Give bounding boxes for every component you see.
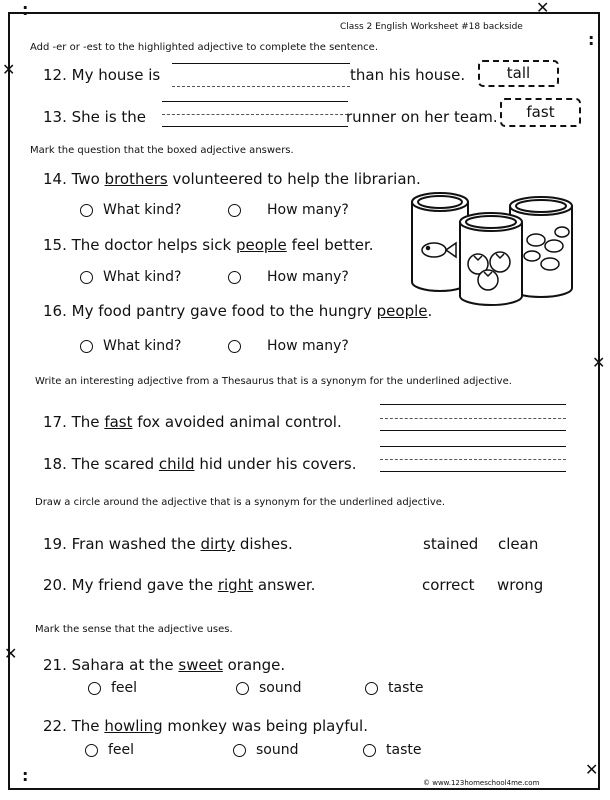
question-text: My friend gave the: [71, 576, 218, 594]
question-12: [43, 66, 160, 84]
option-label: sound: [259, 680, 302, 696]
question-number: 20.: [43, 576, 67, 594]
answer-line[interactable]: [380, 430, 566, 431]
answer-line-dashed[interactable]: [380, 418, 566, 419]
choice-word[interactable]: clean: [498, 535, 539, 553]
question-number: 18.: [43, 455, 67, 473]
answer-line[interactable]: [380, 446, 566, 447]
option-feel[interactable]: [85, 742, 134, 758]
question-15: [43, 236, 374, 254]
radio-icon[interactable]: [233, 744, 246, 757]
question-text: Sahara at the: [71, 656, 179, 674]
question-text: volunteered to help the librarian.: [167, 170, 421, 188]
question-20: [43, 576, 315, 594]
question-text: The doctor helps sick: [71, 236, 236, 254]
option-label: What kind?: [103, 338, 182, 354]
question-18: [43, 455, 357, 473]
worksheet-title: Class 2 English Worksheet #18 backside: [340, 22, 523, 32]
question-text-after: runner on her team.: [346, 108, 498, 126]
underlined-word: people: [376, 302, 428, 320]
underlined-word: right: [217, 576, 254, 594]
question-number: 15.: [43, 236, 67, 254]
corner-star-right: ✕: [592, 353, 606, 372]
question-22: [43, 717, 368, 735]
underlined-word: brothers: [104, 170, 168, 188]
question-text-after: than his house.: [350, 66, 466, 84]
question-text: My food pantry gave food to the hungry: [71, 302, 377, 320]
option-label: feel: [111, 680, 138, 696]
option-what-kind[interactable]: [80, 338, 181, 354]
answer-line[interactable]: [162, 126, 348, 127]
radio-icon[interactable]: [80, 204, 93, 217]
question-number: 12.: [43, 66, 67, 84]
option-label: How many?: [267, 338, 349, 354]
option-how-many[interactable]: [228, 269, 349, 285]
radio-icon[interactable]: [236, 682, 249, 695]
option-taste[interactable]: [365, 680, 423, 696]
corner-dots-bottom-left: :: [22, 766, 29, 785]
question-text: The: [71, 717, 105, 735]
question-number: 14.: [43, 170, 67, 188]
question-19: [43, 535, 293, 553]
option-how-many[interactable]: [228, 202, 349, 218]
corner-dots-top-left: :: [22, 0, 29, 19]
question-21: [43, 656, 285, 674]
option-label: taste: [386, 742, 422, 758]
answer-line-dashed[interactable]: [380, 459, 566, 460]
question-number: 19.: [43, 535, 67, 553]
underlined-word: howling: [104, 717, 163, 735]
answer-line[interactable]: [380, 471, 566, 472]
option-sound[interactable]: [233, 742, 299, 758]
boxed-adjective: fast: [500, 98, 581, 127]
section-2-instruction: Mark the question that the boxed adjective answers.: [30, 145, 294, 156]
question-number: 21.: [43, 656, 67, 674]
corner-star-left: ✕: [2, 60, 16, 79]
radio-icon[interactable]: [80, 340, 93, 353]
section-5-instruction: Mark the sense that the adjective uses.: [35, 624, 233, 635]
answer-line-dashed[interactable]: [172, 86, 350, 87]
radio-icon[interactable]: [228, 271, 241, 284]
question-text: The: [71, 413, 105, 431]
answer-line[interactable]: [380, 404, 566, 405]
section-4-instruction: Draw a circle around the adjective that is a synonym for the underlined adjective.: [35, 497, 446, 508]
question-text-before: My house is: [71, 66, 161, 84]
radio-icon[interactable]: [85, 744, 98, 757]
question-text: orange.: [222, 656, 286, 674]
question-text: The scared: [71, 455, 159, 473]
answer-line[interactable]: [162, 101, 348, 102]
radio-icon[interactable]: [88, 682, 101, 695]
question-text: fox avoided animal control.: [132, 413, 342, 431]
option-taste[interactable]: [363, 742, 421, 758]
option-label: What kind?: [103, 202, 182, 218]
option-what-kind[interactable]: [80, 269, 181, 285]
corner-dots-top-right: :: [588, 30, 595, 49]
radio-icon[interactable]: [228, 204, 241, 217]
question-number: 22.: [43, 717, 67, 735]
question-number: 16.: [43, 302, 67, 320]
copyright: © www.123homeschool4me.com: [423, 779, 540, 787]
underlined-word: people: [235, 236, 287, 254]
underlined-word: child: [158, 455, 195, 473]
corner-star-bottom-right: ✕: [585, 760, 599, 779]
option-label: sound: [256, 742, 299, 758]
question-text: Two: [71, 170, 105, 188]
question-number: 17.: [43, 413, 67, 431]
question-text: answer.: [253, 576, 316, 594]
section-1-instruction: Add -er or -est to the highlighted adjective to complete the sentence.: [30, 42, 379, 53]
option-what-kind[interactable]: [80, 202, 181, 218]
option-how-many[interactable]: [228, 338, 349, 354]
question-text: hid under his covers.: [194, 455, 357, 473]
food-cans-illustration: [408, 190, 578, 308]
question-13: [43, 108, 146, 126]
choice-word[interactable]: stained: [423, 535, 479, 553]
radio-icon[interactable]: [228, 340, 241, 353]
radio-icon[interactable]: [80, 271, 93, 284]
question-text: feel better.: [286, 236, 374, 254]
underlined-word: dirty: [200, 535, 236, 553]
radio-icon[interactable]: [365, 682, 378, 695]
option-label: How many?: [267, 202, 349, 218]
question-text: .: [427, 302, 433, 320]
question-17: [43, 413, 342, 431]
question-text: dishes.: [235, 535, 293, 553]
answer-line[interactable]: [172, 63, 350, 64]
boxed-adjective: tall: [478, 60, 559, 87]
radio-icon[interactable]: [363, 744, 376, 757]
option-label: What kind?: [103, 269, 182, 285]
option-feel[interactable]: [88, 680, 137, 696]
question-text: Fran washed the: [71, 535, 201, 553]
question-number: 13.: [43, 108, 67, 126]
underlined-word: fast: [104, 413, 133, 431]
option-label: How many?: [267, 269, 349, 285]
choice-word[interactable]: wrong: [497, 576, 544, 594]
question-text-before: She is the: [71, 108, 147, 126]
corner-star-bottom-left: ✕: [4, 644, 18, 663]
option-label: taste: [388, 680, 424, 696]
underlined-word: sweet: [178, 656, 223, 674]
question-text: monkey was being playful.: [162, 717, 368, 735]
section-3-instruction: Write an interesting adjective from a Thesaurus that is a synonym for the underlined adjective.: [35, 376, 512, 387]
question-16: [43, 302, 432, 320]
option-label: feel: [108, 742, 135, 758]
corner-star-top-right: ✕: [536, 0, 550, 17]
option-sound[interactable]: [236, 680, 302, 696]
choice-word[interactable]: correct: [422, 576, 475, 594]
question-14: [43, 170, 421, 188]
answer-line-dashed[interactable]: [162, 114, 348, 115]
